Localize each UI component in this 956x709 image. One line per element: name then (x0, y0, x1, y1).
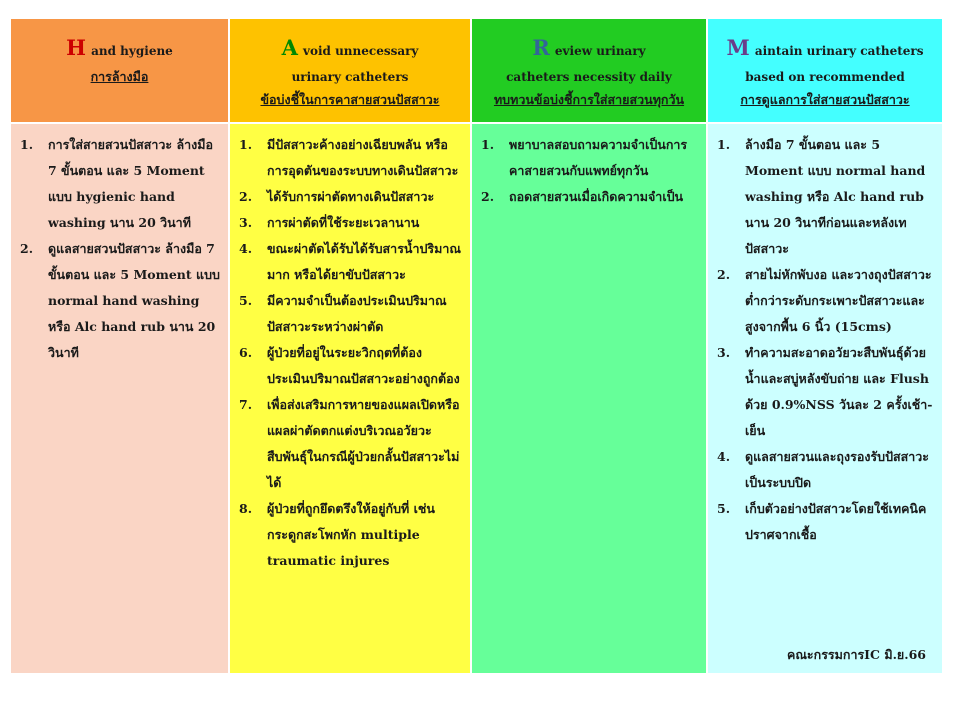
harm-bundle-table (11, 19, 942, 673)
list-item (230, 288, 470, 340)
item-number: 2. (20, 241, 34, 256)
item-list (708, 132, 942, 548)
item-number: 3. (239, 215, 253, 230)
header-title-th: ข้อบ่งชี้ในการคาสายสวนปัสสาวะ (260, 92, 440, 107)
item-text: ได้รับการผ่าตัดทางเดินปัสสาวะ (267, 189, 435, 204)
item-number: 6. (239, 345, 253, 360)
item-number: 2. (239, 189, 253, 204)
header-title-th: การดูแลการใส่สายสวนปัสสาวะ (740, 92, 910, 107)
list-item (708, 444, 942, 496)
list-item (472, 184, 706, 210)
column-header-h (11, 19, 228, 122)
item-text: ดูแลสายสวนปัสสาวะ ล้างมือ 7 ขั้นตอน และ 5 Moment แบบ normal hand washing หรือ Alc hand rub นาน 20 วินาที (48, 241, 220, 360)
header-letter: M (726, 35, 750, 60)
header-title-en-line2: based on recommended (745, 70, 905, 84)
list-item (230, 496, 470, 574)
item-text: สายไม่หักพับงอ และวางถุงปัสสาวะต่ำกว่าระดับกระเพาะปัสสาวะและสูงจากพื้น 6 นิ้ว (15cms) (745, 267, 932, 334)
header-title-en: eview urinary (554, 44, 646, 58)
list-item (230, 210, 470, 236)
item-text: การผ่าตัดที่ใช้ระยะเวลานาน (267, 215, 420, 230)
column-review-daily (472, 19, 706, 673)
item-text: เก็บตัวอย่างปัสสาวะโดยใช้เทคนิคปราศจากเชื้อ (745, 501, 927, 542)
header-title-en-line2: urinary catheters (291, 70, 409, 84)
item-number: 2. (717, 267, 731, 282)
header-letter: A (281, 35, 298, 60)
column-avoid-unnecessary (230, 19, 470, 673)
committee-footer-note: คณะกรรมการIC มิ.ย.66 (786, 647, 926, 662)
column-body-m (708, 124, 942, 673)
column-maintain-catheters (708, 19, 942, 673)
item-number: 1. (239, 137, 253, 152)
header-title-en-line2: catheters necessity daily (506, 70, 672, 84)
list-item (708, 262, 942, 340)
item-text: การใส่สายสวนปัสสาวะ ล้างมือ 7 ขั้นตอน และ 5 Moment แบบ hygienic hand washing นาน 20 วินาที (48, 137, 214, 230)
item-number: 1. (717, 137, 731, 152)
column-body-a (230, 124, 470, 673)
item-text: ทำความสะอาดอวัยวะสืบพันธุ์ด้วยน้ำและสบู่หลังขับถ่าย และ Flush ด้วย 0.9%NSS วันละ 2 ครั้งเช้า-เย็น (745, 345, 933, 438)
item-text: ดูแลสายสวนและถุงรองรับปัสสาวะเป็นระบบปิด (745, 449, 930, 490)
column-hand-hygiene (11, 19, 228, 673)
list-item (230, 184, 470, 210)
item-number: 2. (481, 189, 495, 204)
item-text: ผู้ป่วยที่ถูกยึดตรึงให้อยู่กับที่ เช่น กระดูกสะโพกหัก multiple traumatic injures (267, 501, 435, 568)
item-text: พยาบาลสอบถามความจำเป็นการคาสายสวนกับแพทย์ทุกวัน (509, 137, 688, 178)
list-item (230, 392, 470, 496)
list-item (230, 340, 470, 392)
column-body-r (472, 124, 706, 673)
list-item (708, 340, 942, 444)
item-text: ขณะผ่าตัดได้รับได้รับสารน้ำปริมาณมาก หรือได้ยาขับปัสสาวะ (267, 241, 461, 282)
item-number: 1. (20, 137, 34, 152)
header-letter: H (66, 35, 87, 60)
item-number: 5. (239, 293, 253, 308)
item-text: ล้างมือ 7 ขั้นตอน และ 5 Moment แบบ normal hand washing หรือ Alc hand rub นาน 20 วินาทีก่อนและหลังเทปัสสาวะ (745, 137, 926, 256)
list-item (230, 236, 470, 288)
item-number: 4. (717, 449, 731, 464)
item-number: 1. (481, 137, 495, 152)
item-number: 4. (239, 241, 253, 256)
item-number: 8. (239, 501, 253, 516)
column-body-h (11, 124, 228, 673)
header-title-en: aintain urinary catheters (754, 44, 924, 58)
list-item (230, 132, 470, 184)
header-title-th: ทบทวนข้อบ่งชี้การใส่สายสวนทุกวัน (493, 92, 685, 107)
list-item (708, 496, 942, 548)
item-text: ผู้ป่วยที่อยู่ในระยะวิกฤตที่ต้องประเมินปริมาณปัสสาวะอย่างถูกต้อง (267, 345, 460, 386)
item-list (11, 132, 228, 366)
item-text: ถอดสายสวนเมื่อเกิดความจำเป็น (509, 189, 684, 204)
header-title-en: void unnecessary (302, 44, 419, 58)
item-text: มีความจำเป็นต้องประเมินปริมาณปัสสาวะระหว่างผ่าตัด (267, 293, 447, 334)
header-letter: R (532, 35, 550, 60)
column-header-m (708, 19, 942, 122)
item-text: เพื่อส่งเสริมการหายของแผลเปิดหรือแผลผ่าตัดตกแต่งบริเวณอวัยวะสืบพันธุ์ในกรณีผู้ป่วยกลั้นปัสสาวะไม่ได้ (267, 397, 460, 490)
header-title-th: การล้างมือ (90, 69, 149, 84)
column-header-a (230, 19, 470, 122)
list-item (11, 132, 228, 236)
item-list (230, 132, 470, 574)
list-item (11, 236, 228, 366)
item-number: 3. (717, 345, 731, 360)
list-item (472, 132, 706, 184)
item-number: 7. (239, 397, 253, 412)
item-list (472, 132, 706, 210)
column-header-r (472, 19, 706, 122)
list-item (708, 132, 942, 262)
item-text: มีปัสสาวะค้างอย่างเฉียบพลัน หรือการอุดตันของระบบทางเดินปัสสาวะ (267, 137, 459, 178)
item-number: 5. (717, 501, 731, 516)
header-title-en: and hygiene (91, 44, 173, 58)
